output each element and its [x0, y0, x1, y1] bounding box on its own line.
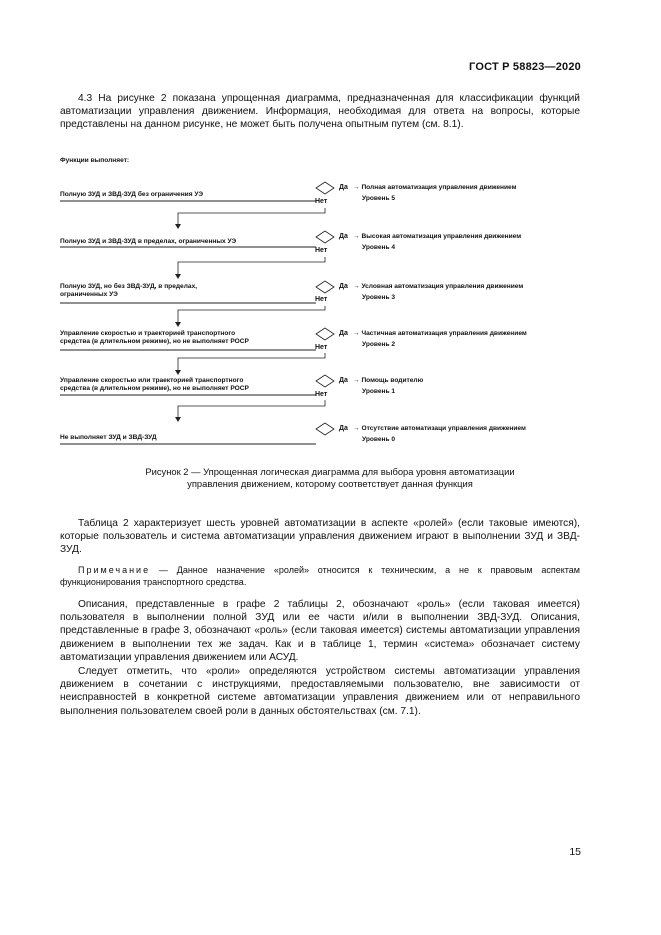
yes-label: Да [339, 283, 348, 290]
question-level-0: Не выполняет ЗУД и ЗВД-ЗУД [60, 434, 157, 441]
intro-text: 4.3 На рисунке 2 показана упрощенная диаграмма, предназначенная для классификации функций автоматизации управления движением. Информация, необходимая для ответа на вопросы, которые представлены на данном рисунке, не может быть получена опытным путем (см. 8.1). [60, 93, 580, 131]
note-text: — Данное назначение «ролей» относится к техническим, а не к правовым аспектам функционирования транспортного средства. [60, 565, 580, 587]
no-label: Нет [315, 296, 328, 303]
standard-number: ГОСТ Р 58823—2020 [469, 61, 581, 73]
level-2-label: Уровень 2 [362, 341, 396, 348]
figure-caption [70, 466, 590, 491]
page-number: 15 [569, 846, 581, 858]
result-level-5: → Полная автоматизация управления движением [353, 184, 517, 191]
result-level-3: → Условная автоматизация управления движением [353, 283, 524, 290]
question-level-2 [60, 330, 249, 347]
question-line-1: Управление скоростью и траекторией транспортного [60, 330, 236, 337]
question-line-1: Управление скоростью или траекторией транспортного [60, 377, 244, 384]
level-4-label: Уровень 4 [362, 244, 396, 251]
yes-label: Да [339, 425, 348, 432]
paragraph-roles-text: Следует отметить, что «роли» определяются устройством системы автоматизации управления движением в сочетании с инструкциями, предоставляемыми пользователю, вне зависимости от неисправностей в конкретной системе автоматизации управления движением или от неправильного выполнения пользователем своей роли в данных обстоятельствах (см. 7.1). [60, 666, 580, 717]
question-line-1: Полную ЗУД, но без ЗВД-ЗУД, в пределах, [60, 283, 198, 290]
question-level-4: Полную ЗУД и ЗВД-ЗУД в пределах, ограниченных УЭ [60, 238, 237, 245]
result-text: Условная автоматизация управления движением [361, 283, 524, 290]
result-level-1: → Помощь водителю [353, 377, 424, 384]
result-text: Полная автоматизация управления движением [361, 184, 517, 191]
note-paragraph [60, 564, 580, 588]
result-text: Отсутствие автоматизаци управления движением [361, 425, 526, 432]
result-text: Частичная автоматизация управления движением [361, 330, 527, 337]
question-level-3 [60, 283, 197, 300]
caption-line-2: управления движением, которому соответствует данная функция [187, 478, 473, 490]
question-line-2: средства (в длительном режиме), но не выполняет РОСР [60, 338, 249, 346]
paragraph-roles [60, 665, 580, 718]
result-text: Помощь водителю [361, 377, 424, 384]
level-5-label: Уровень 5 [362, 195, 396, 202]
question-line-2: ограниченных УЭ [60, 291, 118, 299]
paragraph-table2 [60, 517, 580, 557]
yes-label: Да [339, 233, 348, 240]
yes-label: Да [339, 330, 348, 337]
note-label: Примечание [78, 565, 151, 575]
result-level-0: → Отсутствие автоматизаци управления движением [353, 425, 526, 432]
diagram-heading: Функции выполняет: [60, 157, 130, 164]
level-1-label: Уровень 1 [362, 388, 396, 395]
yes-label: Да [339, 184, 348, 191]
paragraph-table2-text: Таблица 2 характеризует шесть уровней автоматизации в аспекте «ролей» (если таковые имеются), которые пользователь и система автоматизации управления движением играют в выполнении ЗУД и ЗВД-ЗУД. [60, 518, 580, 556]
result-level-4: → Высокая автоматизация управления движением [353, 233, 522, 240]
paragraph-descriptions [60, 598, 580, 664]
question-level-1 [60, 377, 249, 394]
level-3-label: Уровень 3 [362, 294, 396, 301]
result-text: Высокая автоматизация управления движением [361, 233, 522, 240]
no-label: Нет [315, 198, 328, 205]
paragraph-descriptions-text: Описания, представленные в графе 2 таблицы 2, обозначают «роль» (если таковая имеется) пользователя в выполнении полной ЗУД или ее части и/или в выполнении ЗВД-ЗУД. Описания, представленные в графе 3, обозначают «роль» (если таковая имеется) системы автоматизации управления движением в выполнении тех же задач. Как и в таблице 1, термин «система» обозначает систему автоматизации управления движением или АСУД. [60, 599, 580, 663]
yes-label: Да [339, 377, 348, 384]
result-level-2: → Частичная автоматизация управления движением [353, 330, 527, 337]
no-label: Нет [315, 344, 328, 351]
question-level-5: Полную ЗУД и ЗВД-ЗУД без ограничения УЭ [60, 191, 204, 198]
question-line-2: средства (в длительном режиме), но не выполняет РОСР [60, 385, 249, 393]
no-label: Нет [315, 391, 328, 398]
no-label: Нет [315, 247, 328, 254]
caption-line-1: Рисунок 2 — Упрощенная логическая диаграмма для выбора уровня автоматизации [145, 466, 515, 477]
level-0-label: Уровень 0 [362, 436, 396, 443]
